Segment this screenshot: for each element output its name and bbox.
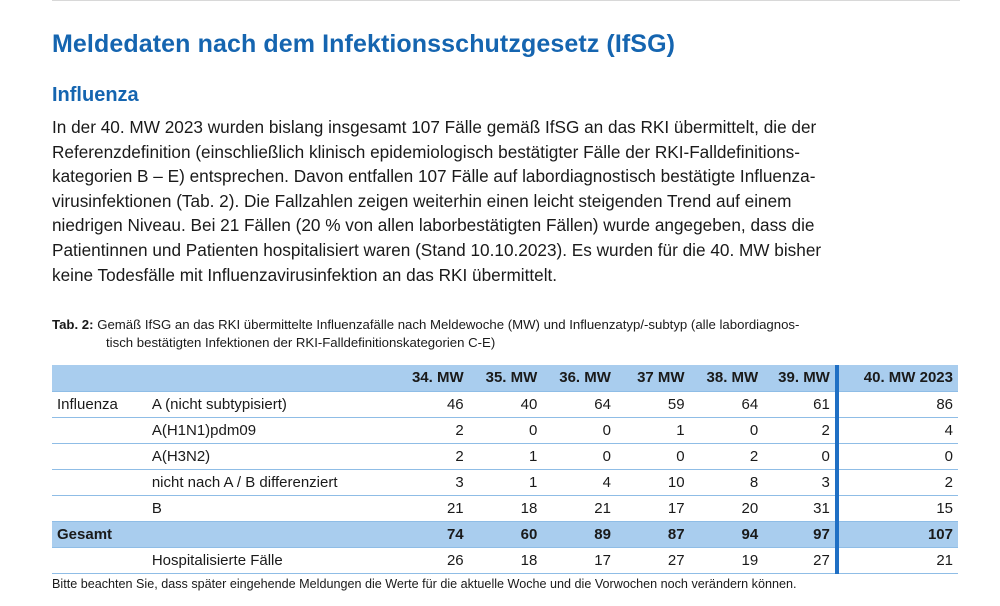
value-cell-current-week: 0 <box>837 443 958 469</box>
top-rule <box>52 0 960 1</box>
value-cell: 2 <box>763 417 837 443</box>
value-cell: 21 <box>395 495 469 521</box>
value-cell: 8 <box>690 469 764 495</box>
table-caption <box>52 316 962 352</box>
table-row <box>52 391 958 417</box>
header-cell: 37 MW <box>616 365 690 391</box>
value-cell: 60 <box>469 521 543 547</box>
value-cell: 61 <box>763 391 837 417</box>
value-cell: 0 <box>763 443 837 469</box>
header-cell-current-week: 40. MW 2023 <box>837 365 958 391</box>
header-cell <box>147 365 395 391</box>
value-cell: 19 <box>690 547 764 573</box>
value-cell: 59 <box>616 391 690 417</box>
section-title: Influenza <box>52 84 139 106</box>
hospitalized-row <box>52 547 958 573</box>
value-cell-current-week: 2 <box>837 469 958 495</box>
value-cell: 26 <box>395 547 469 573</box>
value-cell-current-week: 15 <box>837 495 958 521</box>
row-group-cell: Gesamt <box>52 521 147 547</box>
value-cell: 18 <box>469 547 543 573</box>
row-group-cell <box>52 469 147 495</box>
paragraph-line: niedrigen Niveau. Bei 21 Fällen (20 % von allen laborbestätigten Fällen) wurde angegeben, dass die <box>52 215 815 236</box>
value-cell: 17 <box>542 547 616 573</box>
value-cell: 1 <box>469 443 543 469</box>
row-label-cell: A (nicht subtypisiert) <box>147 391 395 417</box>
table-row <box>52 469 958 495</box>
value-cell: 2 <box>690 443 764 469</box>
value-cell-current-week: 4 <box>837 417 958 443</box>
value-cell-current-week: 107 <box>837 521 958 547</box>
row-group-cell <box>52 417 147 443</box>
value-cell: 3 <box>763 469 837 495</box>
table-row <box>52 443 958 469</box>
paragraph-line: Patientinnen und Patienten hospitalisiert waren (Stand 10.10.2023). Es wurden für die 40. MW bisher <box>52 239 822 260</box>
row-label-cell: Hospitalisierte Fälle <box>147 547 395 573</box>
value-cell: 87 <box>616 521 690 547</box>
caption-label: Tab. 2: <box>52 317 94 332</box>
value-cell: 94 <box>690 521 764 547</box>
value-cell: 18 <box>469 495 543 521</box>
row-group-cell <box>52 495 147 521</box>
value-cell: 0 <box>469 417 543 443</box>
value-cell: 97 <box>763 521 837 547</box>
paragraph-line: In der 40. MW 2023 wurden bislang insgesamt 107 Fälle gemäß IfSG an das RKI übermittelt, die der <box>52 117 817 137</box>
value-cell: 3 <box>395 469 469 495</box>
caption-line <box>52 316 962 334</box>
influenza-table <box>52 365 958 574</box>
value-cell-current-week: 86 <box>837 391 958 417</box>
table-row <box>52 495 958 521</box>
paragraph-line: kategorien B – E) entsprechen. Davon entfallen 107 Fälle auf labordiagnostisch bestätigte Influenza- <box>52 166 816 187</box>
caption-text: Gemäß IfSG an das RKI übermittelte Influenzafälle nach Meldewoche (MW) und Influenzatyp/-subtyp (alle labordiagnos- <box>97 317 800 332</box>
page-title: Meldedaten nach dem Infektionsschutzgesetz (IfSG) <box>52 30 676 58</box>
value-cell: 40 <box>469 391 543 417</box>
table-row <box>52 417 958 443</box>
body-paragraph <box>52 115 962 287</box>
value-cell: 0 <box>690 417 764 443</box>
row-label-cell: nicht nach A / B differenziert <box>147 469 395 495</box>
paragraph-line: Referenzdefinition (einschließlich klinisch epidemiologisch bestätigter Fälle der RKI-Falldefinitions- <box>52 141 801 162</box>
value-cell: 74 <box>395 521 469 547</box>
paragraph-line: keine Todesfälle mit Influenzavirusinfektion an das RKI übermittelt. <box>52 264 558 285</box>
value-cell: 0 <box>616 443 690 469</box>
value-cell: 1 <box>616 417 690 443</box>
value-cell: 4 <box>542 469 616 495</box>
caption-line-2: tisch bestätigten Infektionen der RKI-Falldefinitionskategorien C-E) <box>106 335 496 350</box>
value-cell: 27 <box>763 547 837 573</box>
value-cell: 0 <box>542 443 616 469</box>
header-cell: 38. MW <box>690 365 764 391</box>
value-cell: 31 <box>763 495 837 521</box>
value-cell: 20 <box>690 495 764 521</box>
value-cell: 27 <box>616 547 690 573</box>
row-label-cell <box>147 521 395 547</box>
value-cell: 46 <box>395 391 469 417</box>
value-cell: 2 <box>395 417 469 443</box>
value-cell: 10 <box>616 469 690 495</box>
header-cell: 36. MW <box>542 365 616 391</box>
row-group-cell <box>52 547 147 573</box>
row-group-cell <box>52 443 147 469</box>
row-label-cell: B <box>147 495 395 521</box>
value-cell: 2 <box>395 443 469 469</box>
header-cell: 39. MW <box>763 365 837 391</box>
header-cell: 34. MW <box>395 365 469 391</box>
table-header-row <box>52 365 958 391</box>
footnote: Bitte beachten Sie, dass später eingehende Meldungen die Werte für die aktuelle Woche und die Vorwochen noch verändern können. <box>52 577 797 591</box>
value-cell: 0 <box>542 417 616 443</box>
row-label-cell: A(H3N2) <box>147 443 395 469</box>
total-row <box>52 521 958 547</box>
value-cell: 64 <box>542 391 616 417</box>
value-cell: 1 <box>469 469 543 495</box>
row-group-cell: Influenza <box>52 391 147 417</box>
value-cell: 89 <box>542 521 616 547</box>
value-cell-current-week: 21 <box>837 547 958 573</box>
value-cell: 64 <box>690 391 764 417</box>
header-cell: 35. MW <box>469 365 543 391</box>
row-label-cell: A(H1N1)pdm09 <box>147 417 395 443</box>
paragraph-line: virusinfektionen (Tab. 2). Die Fallzahlen zeigen weiterhin einen leicht steigenden Trend auf einem <box>52 190 792 211</box>
value-cell: 21 <box>542 495 616 521</box>
header-cell <box>52 365 147 391</box>
value-cell: 17 <box>616 495 690 521</box>
